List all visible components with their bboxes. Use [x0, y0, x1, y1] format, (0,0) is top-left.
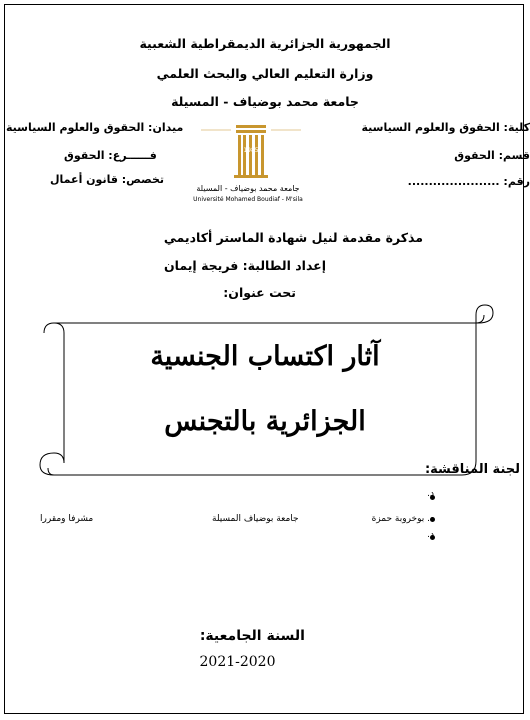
member-name: د. بوخروبة حمزة — [371, 514, 434, 524]
title-scroll-frame — [38, 303, 498, 481]
specialty-label: تخصص: قانون أعمال — [50, 173, 165, 186]
number-label: رقم: ...................... — [407, 175, 530, 188]
branch-label: فــــــرع: الحقوق — [64, 149, 157, 162]
academic-year-value: 2021-2020 — [199, 654, 276, 670]
logo-name-ar: جامعة محمد بوضياف - المسيلة — [196, 184, 300, 193]
logo-year: 1985 — [243, 147, 259, 154]
university-line: جامعة محمد بوضياف - المسيلة — [171, 94, 359, 109]
member-name: د. — [427, 489, 434, 499]
committee-heading: لجنة المناقشة: — [424, 462, 520, 477]
member-university: جامعة بوضياف المسيلة — [212, 514, 299, 524]
member-role: مشرفا ومقررا — [40, 514, 94, 524]
under-title-label: تحت عنوان: — [223, 285, 296, 300]
academic-year-label: السنة الجامعية: — [199, 628, 305, 644]
member-name: د. — [427, 530, 434, 540]
memo-purpose: مذكرة مقدمة لنيل شهادة الماستر أكاديمي — [163, 230, 423, 245]
ministry-line: وزارة التعليم العالي والبحث العلمي — [156, 66, 374, 81]
field-label: ميدان: الحقوق والعلوم السياسية — [6, 121, 184, 134]
republic-line: الجمهورية الجزائرية الديمقراطية الشعبية — [139, 36, 391, 51]
department-label: قسم: الحقوق — [454, 149, 530, 162]
thesis-title-line2: الجزائرية بالتجنس — [164, 406, 366, 437]
logo-name-fr: Université Mohamed Boudiaf - M'sila — [193, 196, 303, 203]
faculty-label: كلية: الحقوق والعلوم السياسية — [361, 121, 530, 134]
thesis-title-line1: آثار اكتساب الجنسية — [150, 341, 380, 372]
student-name: إعداد الطالبة: فريجة إيمان — [164, 258, 326, 273]
